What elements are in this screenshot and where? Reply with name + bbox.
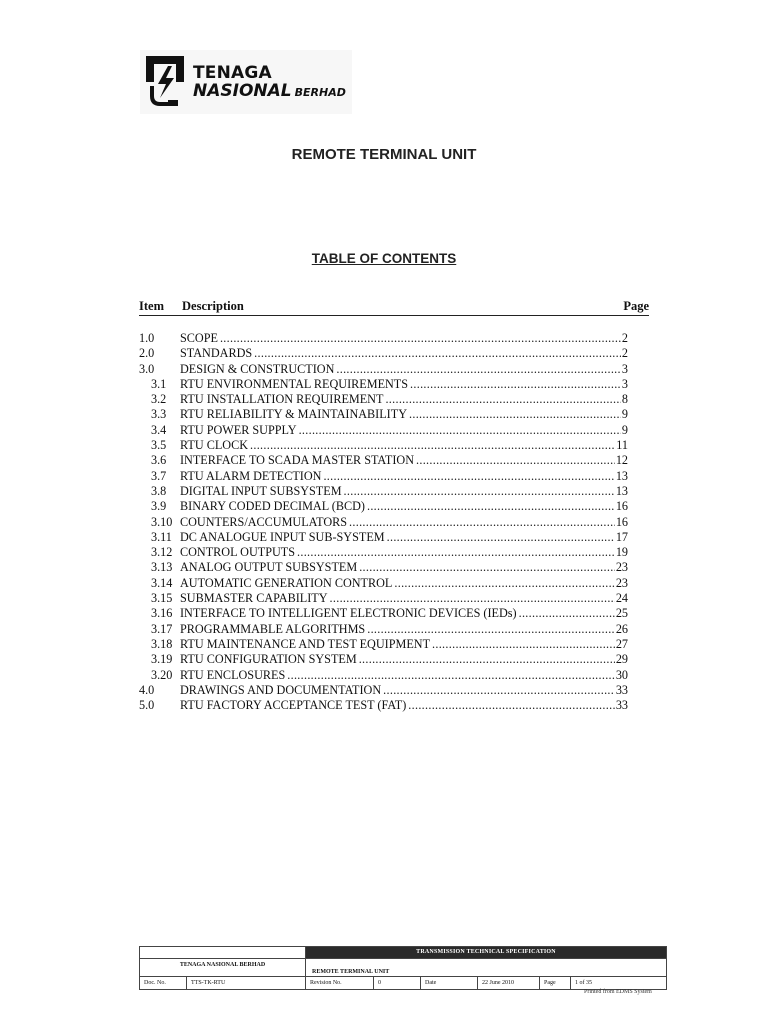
toc-entry	[139, 683, 628, 698]
toc-entry-label: RTU ENVIRONMENTAL REQUIREMENTS	[180, 376, 409, 391]
footer-doc-title: REMOTE TERMINAL UNIT	[312, 969, 390, 975]
toc-entry	[139, 362, 628, 377]
toc-entry	[139, 377, 628, 392]
toc-entry-line	[180, 545, 628, 560]
toc-entry-page: 17	[615, 529, 628, 544]
footer-doc-no: TTS-TK-RTU	[187, 977, 306, 989]
toc-entry-number: 3.1	[151, 376, 167, 391]
toc-entry-line	[180, 362, 628, 377]
toc-entry-page: 11	[616, 438, 628, 453]
toc-entry-number: 3.20	[151, 667, 173, 682]
footer-revision-label: Revision No.	[306, 977, 374, 989]
toc-entry-leader	[297, 545, 615, 560]
footer-page-label: Page	[540, 977, 571, 989]
toc-entry-number: 3.2	[151, 392, 167, 407]
toc-entry-leader	[359, 652, 615, 667]
footer-page: 1 of 35	[575, 980, 592, 986]
toc-entry-line	[180, 331, 628, 346]
toc-header-page: Page	[623, 299, 649, 313]
toc-entry	[139, 622, 628, 637]
toc-entry	[139, 637, 628, 652]
tnb-logo-icon	[142, 52, 188, 108]
toc-entry-number: 3.17	[151, 621, 173, 636]
toc-entry-leader	[330, 591, 615, 606]
toc-entry-number: 3.7	[151, 468, 167, 483]
toc-entry-number: 3.18	[151, 636, 173, 651]
logo-text-nasional: NASIONAL	[193, 81, 292, 101]
toc-entry	[139, 560, 628, 575]
toc-entry	[139, 698, 628, 713]
toc-entry-line	[180, 683, 628, 698]
toc-entry-label: RTU ALARM DETECTION	[180, 468, 322, 483]
toc-entry-page: 19	[615, 545, 628, 560]
toc-entry-label: RTU CLOCK	[180, 438, 248, 453]
toc-entry-page: 33	[615, 698, 628, 713]
toc-entry-leader	[220, 331, 621, 346]
toc-entry-leader	[416, 453, 615, 468]
toc-entry	[139, 530, 628, 545]
toc-entry-leader	[385, 392, 620, 407]
toc-entry-label: RTU INSTALLATION REQUIREMENT	[180, 392, 384, 407]
toc-entry-leader	[336, 362, 621, 377]
toc-entry-page: 13	[615, 483, 628, 498]
toc-entry-line	[180, 652, 628, 667]
toc-entry-number: 3.0	[139, 361, 155, 376]
footer-revision: 0	[374, 977, 421, 989]
logo-text-line2	[193, 81, 346, 101]
toc-entry	[139, 438, 628, 453]
logo-text-berhad: BERHAD	[294, 86, 346, 99]
toc-entry-label: PROGRAMMABLE ALGORITHMS	[180, 621, 366, 636]
footer-date: 22 June 2010	[478, 977, 540, 989]
toc-entry-label: INTERFACE TO SCADA MASTER STATION	[180, 453, 414, 468]
toc-entry-label: RTU MAINTENANCE AND TEST EQUIPMENT	[180, 636, 431, 651]
toc-entry-number: 2.0	[139, 346, 155, 361]
toc-entry-label: COUNTERS/ACCUMULATORS	[180, 514, 348, 529]
toc-entry	[139, 652, 628, 667]
toc-entry-page: 12	[615, 453, 628, 468]
toc-entry	[139, 499, 628, 514]
footer-table	[139, 946, 667, 990]
toc-entry-label: DRAWINGS AND DOCUMENTATION	[180, 682, 382, 697]
toc-entry-label: DC ANALOGUE INPUT SUB-SYSTEM	[180, 529, 385, 544]
toc-entry-line	[180, 576, 628, 591]
toc-entry-page: 2	[621, 331, 628, 345]
toc-entry-page: 27	[615, 636, 628, 651]
toc-entry	[139, 392, 628, 407]
toc-entry-number: 3.4	[151, 422, 167, 437]
toc-entry-line	[180, 698, 628, 713]
toc-entry	[139, 576, 628, 591]
toc-entry-number: 3.11	[151, 529, 172, 544]
toc-entry-line	[180, 392, 628, 407]
toc-entry-label: AUTOMATIC GENERATION CONTROL	[180, 575, 393, 590]
toc-entry-page: 30	[615, 667, 628, 682]
toc-entry-line	[180, 530, 628, 545]
toc-entry-number: 3.16	[151, 606, 173, 621]
footer-printed-note: Printed from EDMS System	[584, 989, 652, 995]
toc-entry-number: 3.19	[151, 652, 173, 667]
toc-entry-page: 9	[621, 407, 628, 422]
toc-entry-line	[180, 423, 628, 438]
toc-entry	[139, 606, 628, 621]
toc-entry-leader	[344, 484, 615, 499]
toc-entry-leader	[254, 346, 621, 361]
toc-entry-label: RTU RELIABILITY & MAINTAINABILITY	[180, 407, 407, 422]
toc-entry-label: RTU ENCLOSURES	[180, 667, 286, 682]
toc-entry-line	[180, 622, 628, 637]
toc-entry	[139, 515, 628, 530]
toc-entry-leader	[409, 407, 621, 422]
toc-entry-line	[180, 453, 628, 468]
toc-entry	[139, 484, 628, 499]
toc-entry-label: SUBMASTER CAPABILITY	[180, 591, 328, 606]
footer-doc-no-label: Doc. No.	[140, 977, 187, 989]
toc-entry-leader	[387, 530, 615, 545]
toc-entry-leader	[408, 698, 615, 713]
footer-org: TENAGA NASIONAL BERHAD	[140, 959, 306, 976]
footer-date-label: Date	[421, 977, 478, 989]
toc-entry-number: 3.14	[151, 575, 173, 590]
document-title: REMOTE TERMINAL UNIT	[291, 146, 477, 163]
toc-entry	[139, 346, 628, 361]
toc-entry-number: 3.5	[151, 438, 167, 453]
toc-entry-leader	[519, 606, 615, 621]
toc-entry-page: 29	[615, 652, 628, 667]
logo-text-line1: TENAGA	[193, 63, 272, 83]
toc-entry-label: DIGITAL INPUT SUBSYSTEM	[180, 483, 342, 498]
toc-entry-page: 24	[615, 591, 628, 606]
toc-entry-line	[180, 591, 628, 606]
toc-entry-page: 23	[615, 560, 628, 575]
toc-entry-page: 3	[621, 361, 628, 376]
toc-entry	[139, 331, 628, 346]
toc-entry-leader	[323, 469, 614, 484]
toc-entry	[139, 469, 628, 484]
toc-entry-line	[180, 438, 628, 453]
footer-blank-cell	[140, 947, 306, 958]
toc-entry-number: 3.9	[151, 499, 167, 514]
toc-entry-label: RTU FACTORY ACCEPTANCE TEST (FAT)	[180, 698, 407, 713]
toc-entry-page: 33	[615, 682, 628, 697]
toc-entry-leader	[349, 515, 615, 530]
toc-entry-leader	[410, 377, 621, 392]
toc-entry-line	[180, 560, 628, 575]
toc-entry-number: 3.3	[151, 407, 167, 422]
toc-entry-line	[180, 346, 628, 361]
toc-entry-number: 3.8	[151, 483, 167, 498]
toc-entry-number: 3.10	[151, 514, 173, 529]
company-logo	[140, 50, 352, 114]
toc-entry-leader	[367, 622, 615, 637]
toc-entry	[139, 407, 628, 422]
toc-entry-page: 9	[621, 422, 628, 437]
toc-list	[139, 331, 628, 713]
toc-entry-page: 16	[615, 514, 628, 529]
toc-entry-label: DESIGN & CONSTRUCTION	[180, 361, 335, 376]
toc-entry-leader	[250, 438, 615, 453]
toc-entry-page: 25	[615, 606, 628, 621]
toc-entry-page: 16	[615, 499, 628, 514]
toc-entry-line	[180, 515, 628, 530]
toc-entry-label: ANALOG OUTPUT SUBSYSTEM	[180, 560, 358, 575]
toc-entry-line	[180, 407, 628, 422]
toc-entry-line	[180, 499, 628, 514]
toc-entry-label: RTU POWER SUPPLY	[180, 422, 297, 437]
toc-entry-line	[180, 668, 628, 683]
toc-header-description: Description	[182, 299, 244, 313]
toc-entry-page: 8	[621, 392, 628, 407]
toc-entry-number: 5.0	[139, 698, 155, 713]
toc-entry-label: CONTROL OUTPUTS	[180, 545, 295, 560]
toc-entry-number: 4.0	[139, 682, 155, 697]
toc-entry	[139, 423, 628, 438]
toc-entry-label: INTERFACE TO INTELLIGENT ELECTRONIC DEVICES (IEDs)	[180, 606, 517, 621]
toc-entry	[139, 545, 628, 560]
toc-entry-leader	[367, 499, 615, 514]
toc-entry-number: 3.13	[151, 560, 173, 575]
toc-entry	[139, 453, 628, 468]
toc-entry-number: 1.0	[139, 331, 155, 345]
toc-entry-number: 3.12	[151, 545, 173, 560]
toc-entry-leader	[299, 423, 621, 438]
toc-entry-line	[180, 469, 628, 484]
toc-entry	[139, 668, 628, 683]
toc-entry-label: RTU CONFIGURATION SYSTEM	[180, 652, 357, 667]
toc-entry-leader	[394, 576, 614, 591]
toc-entry-line	[180, 484, 628, 499]
toc-title: TABLE OF CONTENTS	[311, 251, 457, 266]
toc-entry-leader	[383, 683, 615, 698]
toc-entry-label: SCOPE	[180, 331, 218, 345]
toc-entry-leader	[359, 560, 615, 575]
toc-entry-line	[180, 606, 628, 621]
footer-spec-type: TRANSMISSION TECHNICAL SPECIFICATION	[306, 947, 666, 958]
toc-entry-label: STANDARDS	[180, 346, 253, 361]
toc-entry-page: 26	[615, 621, 628, 636]
toc-entry-line	[180, 637, 628, 652]
toc-entry-number: 3.6	[151, 453, 167, 468]
toc-entry-leader	[287, 668, 615, 683]
toc-entry-page: 13	[615, 468, 628, 483]
toc-entry-page: 3	[621, 376, 628, 391]
toc-entry-number: 3.15	[151, 591, 173, 606]
toc-entry	[139, 591, 628, 606]
toc-entry-leader	[432, 637, 615, 652]
toc-entry-page: 23	[615, 575, 628, 590]
toc-header	[139, 299, 649, 316]
toc-header-item: Item	[139, 299, 164, 313]
toc-entry-page: 2	[621, 346, 628, 361]
toc-entry-label: BINARY CODED DECIMAL (BCD)	[180, 499, 365, 514]
toc-entry-line	[180, 377, 628, 392]
